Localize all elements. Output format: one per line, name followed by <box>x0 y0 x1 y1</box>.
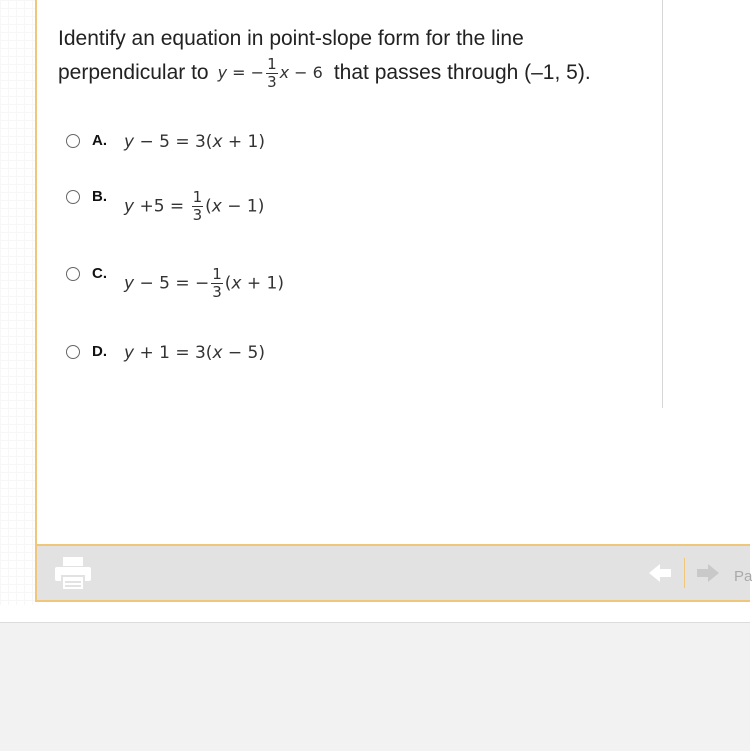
question-line-2 <box>58 56 658 90</box>
eq-part: + 1 = 3( <box>134 343 213 363</box>
option-letter: A. <box>92 132 107 149</box>
printer-icon[interactable] <box>53 556 93 592</box>
numerator: 1 <box>212 265 222 283</box>
denominator: 3 <box>267 73 277 91</box>
fraction <box>266 57 278 90</box>
eq-part: +5 = <box>134 196 190 217</box>
option-d[interactable] <box>66 343 265 363</box>
question-line-1: Identify an equation in point-slope form for the line <box>58 27 524 50</box>
question-prefix: perpendicular to <box>58 61 209 84</box>
eq-part: + 1) <box>241 273 284 294</box>
eq-part: − 5 = 3( <box>134 132 213 152</box>
var-y: y <box>124 196 135 217</box>
back-arrow-icon[interactable] <box>647 560 673 586</box>
radio-button[interactable] <box>66 345 80 359</box>
eq-part: + 1) <box>222 132 265 152</box>
eq-part: − 5 = − <box>134 273 210 294</box>
panel-divider <box>662 0 663 408</box>
var-x: x <box>212 132 223 152</box>
option-equation <box>124 190 264 223</box>
given-equation <box>218 56 323 90</box>
denominator: 3 <box>212 283 222 301</box>
option-letter: D. <box>92 343 107 360</box>
eq-part: ( <box>205 196 212 217</box>
option-b[interactable] <box>66 188 264 223</box>
option-equation <box>124 132 265 152</box>
question-panel <box>35 0 750 602</box>
radio-button[interactable] <box>66 190 80 204</box>
page-label: Pa <box>734 568 752 585</box>
nav-separator <box>684 558 685 588</box>
fraction <box>211 267 223 300</box>
radio-button[interactable] <box>66 267 80 281</box>
var-x: x <box>279 63 290 82</box>
question-suffix: that passes through (–1, 5). <box>333 61 591 84</box>
option-equation <box>124 343 265 363</box>
radio-button[interactable] <box>66 134 80 148</box>
background-grid <box>0 0 36 605</box>
var-y: y <box>124 343 135 363</box>
var-y: y <box>217 63 228 82</box>
eq-part: − 5) <box>222 343 265 363</box>
numerator: 1 <box>267 55 277 73</box>
option-a[interactable] <box>66 132 265 152</box>
eq-part: ( <box>224 273 232 294</box>
forward-arrow-icon[interactable] <box>695 560 721 586</box>
denominator: 3 <box>192 206 203 224</box>
numerator: 1 <box>192 188 203 206</box>
option-c[interactable] <box>66 265 284 300</box>
eq-part: = − <box>227 63 265 82</box>
eq-part: − 6 <box>289 63 323 82</box>
option-equation <box>124 267 284 300</box>
option-letter: C. <box>92 265 107 282</box>
var-x: x <box>231 273 242 294</box>
var-x: x <box>211 196 222 217</box>
fraction <box>192 190 204 223</box>
var-x: x <box>212 343 223 363</box>
eq-part: − 1) <box>221 196 265 217</box>
var-y: y <box>124 132 135 152</box>
question-text <box>58 22 658 90</box>
var-y: y <box>124 273 135 294</box>
page-footer <box>0 622 750 751</box>
option-letter: B. <box>92 188 107 205</box>
bottom-toolbar <box>37 544 750 600</box>
